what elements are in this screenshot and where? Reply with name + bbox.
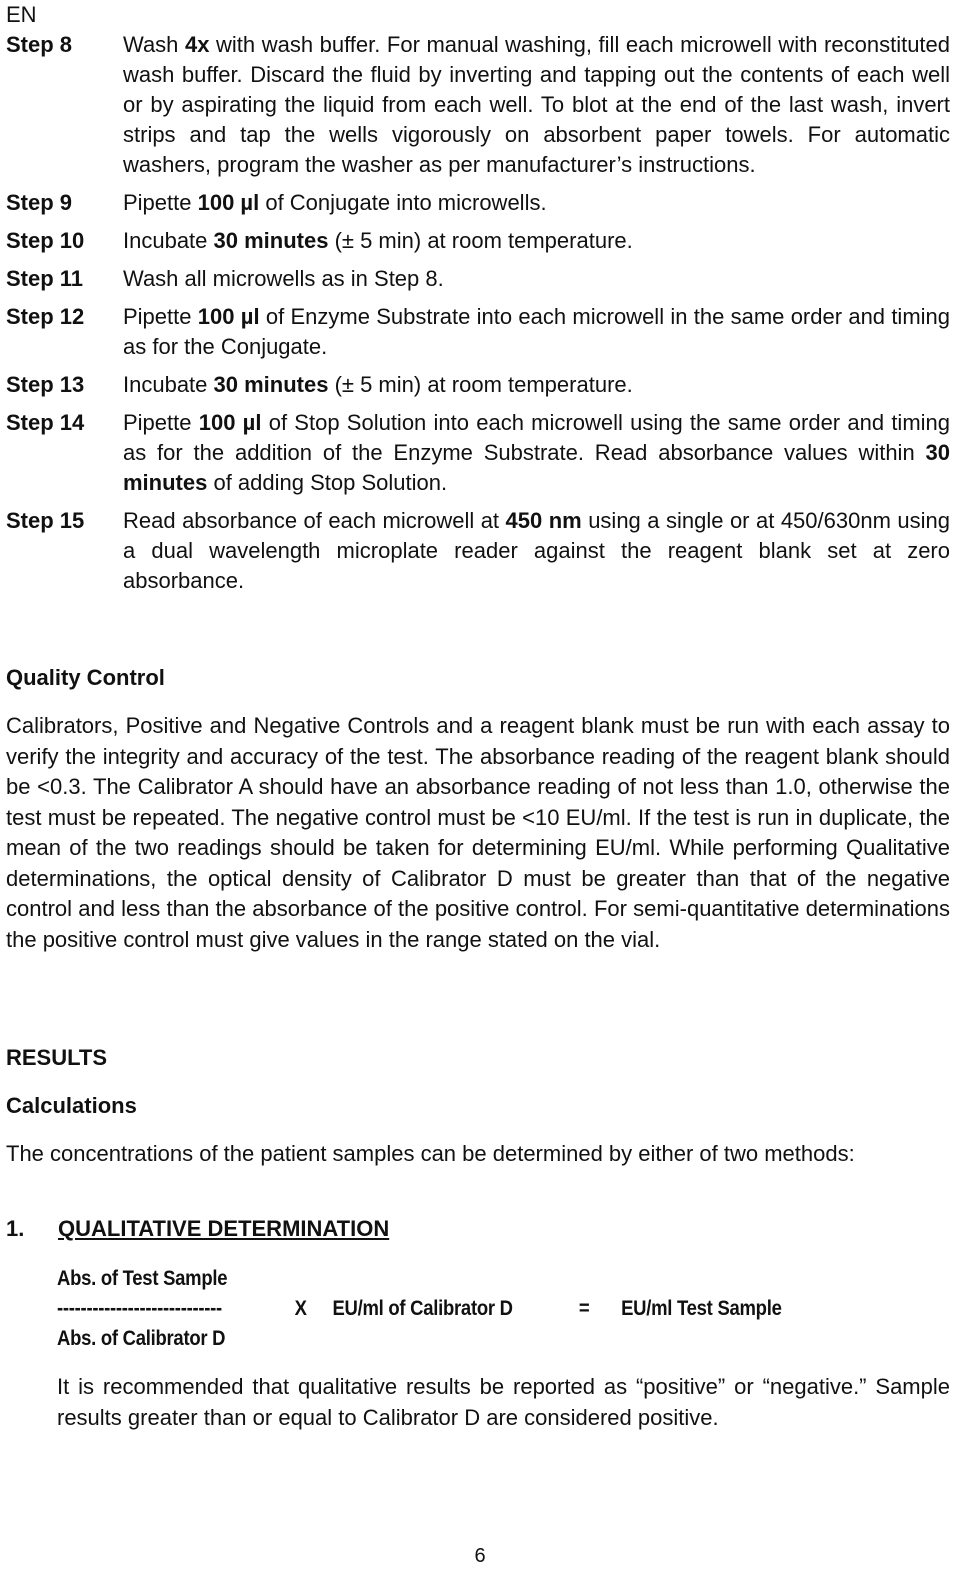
step-text-run: of Enzyme Substrate into each microwell in the same order and timing as for the Conjugate. [123,304,951,359]
step-text-run: with wash buffer. For manual washing, fill each microwell with reconstituted wash buffer. Discard the fluid by inverting and tapping out the contents of each well or by aspirating the liquid from each well. To blot at the end of the last wash, invert strips and tap the wells vigorously on absorbent paper towels. For automatic washers, program the washer as per manufacturer’s instructions. [123,32,951,177]
formula-times-sign: X [294,1297,307,1320]
step-text [123,264,950,294]
step-text [123,226,950,256]
step-emphasis: 30 minutes [123,440,950,495]
step-text-run: Pipette [123,304,198,329]
step-label: Step 8 [6,32,73,57]
quality-control-heading: Quality Control [6,665,165,690]
results-heading: RESULTS [6,1045,108,1070]
step-label: Step 11 [6,266,84,291]
step-text-run: of adding Stop Solution. [207,470,448,495]
formula-middle-row [57,1294,831,1324]
qualitative-interpretation-text: It is recommended that qualitative results be reported as “positive” or “negative.” Sample results greater than or equal to Calibrator D are considered positive. [57,1374,950,1430]
formula-factor: EU/ml of Calibrator D [332,1297,513,1320]
step-text [123,408,950,498]
procedure-step [6,30,950,180]
step-text-run: Read absorbance of each microwell at [123,508,506,533]
procedure-step [6,408,950,498]
step-text-run: using a single or at 450/630nm using a dual wavelength microplate reader against the reagent blank set at zero absorbance. [123,508,950,593]
step-label: Step 15 [6,508,85,533]
step-text-run: Pipette [123,190,198,215]
step-label: Step 9 [6,190,73,215]
step-label: Step 13 [6,372,85,397]
step-emphasis: 30 minutes [213,228,329,253]
section-number: 1. [6,1216,25,1241]
step-emphasis: 100 µl [198,410,262,435]
qualitative-determination-heading [6,1214,389,1244]
section-title: QUALITATIVE DETERMINATION [58,1216,390,1241]
page-number: 6 [474,1545,486,1567]
procedure-step [6,302,950,362]
step-text-run: Wash all microwells as in Step 8. [123,266,444,291]
step-text-run: of Conjugate into microwells. [259,190,547,215]
step-label: Step 12 [6,304,85,329]
step-text [123,30,950,180]
calculations-intro: The concentrations of the patient samples can be determined by either of two methods: [6,1141,855,1166]
step-text-run: Pipette [123,410,199,435]
step-text-run: (± 5 min) at room temperature. [328,228,633,253]
step-emphasis: 100 µl [197,304,260,329]
procedure-steps [6,30,950,604]
qualitative-formula [57,1264,831,1354]
step-text [123,188,950,218]
formula-equals-sign: = [578,1297,590,1320]
step-label: Step 10 [6,228,85,253]
procedure-step [6,226,950,256]
step-emphasis: 100 µl [197,190,260,215]
step-emphasis: 4x [184,32,210,57]
procedure-step [6,506,950,596]
formula-denominator: Abs. of Calibrator D [57,1327,226,1350]
step-text-run: of Stop Solution into each microwell using the same order and timing as for the addition of the Enzyme Substrate. Read absorbance values within [123,410,950,465]
quality-control-text: Calibrators, Positive and Negative Controls and a reagent blank must be run with each assay to verify the integrity and accuracy of the test. The absorbance reading of the reagent blank should be <0.3. The Calibrator A should have an absorbance reading of not less than 1.0, otherwise the test must be repeated. The negative control must be <10 EU/ml. If the test is run in duplicate, the mean of the two readings should be taken for determining EU/ml. While performing Qualitative determinations, the optical density of Calibrator D must be greater than that of the negative control and less than the absorbance of the positive control. For semi-quantitative determinations the positive control must give values in the range stated on the vial. [6,713,950,952]
step-label: Step 14 [6,410,85,435]
step-text [123,302,950,362]
step-text [123,506,950,596]
step-emphasis: 450 nm [505,508,582,533]
step-text-run: (± 5 min) at room temperature. [328,372,633,397]
formula-numerator: Abs. of Test Sample [57,1267,228,1290]
procedure-step [6,370,950,400]
step-text-run: Incubate [123,372,214,397]
step-text [123,370,950,400]
step-emphasis: 30 minutes [213,372,329,397]
calculations-heading: Calculations [6,1093,137,1118]
procedure-step [6,188,950,218]
step-text-run: Wash [123,32,185,57]
language-code: EN [6,2,37,27]
procedure-step [6,264,950,294]
step-text-run: Incubate [123,228,214,253]
formula-fraction-line: ---------------------------- [57,1297,222,1320]
formula-result: EU/ml Test Sample [621,1297,782,1320]
